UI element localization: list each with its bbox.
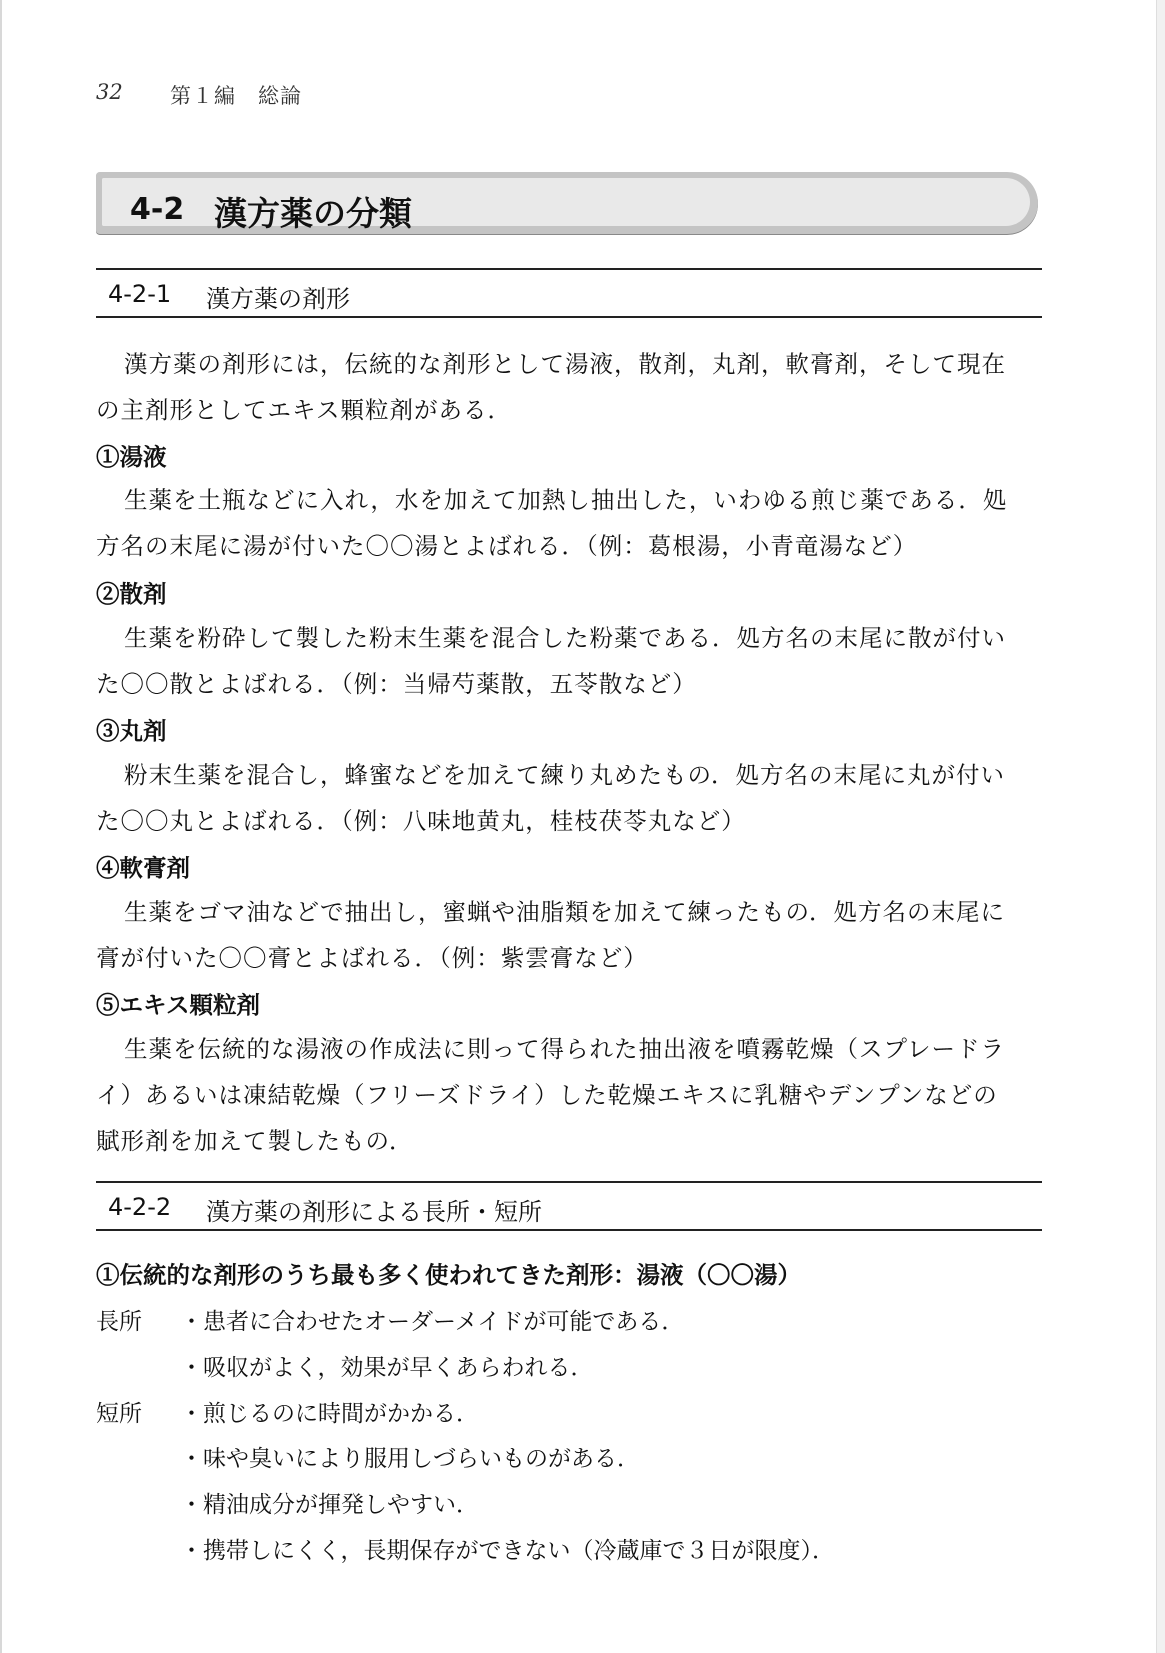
subsection-title: 漢方薬の剤形による長所・短所: [206, 1198, 542, 1226]
pros-cons-heading: ①伝統的な剤形のうち最も多く使われてきた剤形：湯液（〇〇湯）: [96, 1261, 801, 1289]
pros-label: 長所: [96, 1309, 142, 1335]
item-body-line: 膏が付いた〇〇膏とよばれる．（例：紫雲膏など）: [96, 944, 648, 972]
item-heading: ①湯液: [96, 443, 167, 471]
item-body-line: た〇〇散とよばれる．（例：当帰芍薬散，五苓散など）: [96, 670, 697, 698]
subsection-heading-1: [96, 268, 1042, 318]
item-body-line: 生薬を土瓶などに入れ，水を加えて加熱し抽出した，いわゆる煎じ薬である．処: [124, 486, 1008, 514]
subsection-title: 漢方薬の剤形: [206, 285, 350, 313]
item-body-line: 方名の末尾に湯が付いた〇〇湯とよばれる．（例：葛根湯，小青竜湯など）: [96, 532, 918, 560]
cons-item: ・味や臭いにより服用しづらいものがある．: [180, 1446, 640, 1472]
item-body-line: イ）あるいは凍結乾燥（フリーズドライ）した乾燥エキスに乳糖やデンプンなどの: [96, 1081, 998, 1109]
cons-label: 短所: [96, 1401, 142, 1427]
pros-item: ・吸収がよく，効果が早くあらわれる．: [180, 1355, 594, 1381]
section-heading-banner: [96, 172, 1038, 234]
running-title: 第１編 総論: [170, 84, 302, 108]
intro-line: の主剤形としてエキス顆粒剤がある．: [96, 396, 513, 424]
intro-line: 漢方薬の剤形には，伝統的な剤形として湯液，散剤，丸剤，軟膏剤，そして現在: [124, 350, 1006, 378]
cons-item: ・精油成分が揮発しやすい．: [180, 1492, 479, 1518]
item-heading: ④軟膏剤: [96, 854, 190, 882]
item-body-line: 生薬を粉砕して製した粉末生薬を混合した粉薬である．処方名の末尾に散が付い: [124, 624, 1006, 652]
item-heading: ③丸剤: [96, 717, 167, 745]
pros-item: ・患者に合わせたオーダーメイドが可能である．: [180, 1309, 685, 1335]
item-body-line: 賦形剤を加えて製したもの．: [96, 1127, 414, 1155]
scan-edge-right: [1156, 0, 1165, 1653]
section-number: 4-2: [130, 192, 185, 227]
item-body-line: 生薬をゴマ油などで抽出し，蜜蝋や油脂類を加えて練ったもの．処方名の末尾に: [124, 898, 1006, 926]
scan-edge-left: [0, 0, 2, 1653]
item-body-line: 粉末生薬を混合し，蜂蜜などを加えて練り丸めたもの．処方名の末尾に丸が付い: [124, 761, 1006, 789]
item-heading: ⑤エキス顆粒剤: [96, 991, 261, 1019]
item-body-line: 生薬を伝統的な湯液の作成法に則って得られた抽出液を噴霧乾燥（スプレードラ: [124, 1035, 1006, 1063]
cons-item: ・煎じるのに時間がかかる．: [180, 1401, 479, 1427]
page-number: 32: [96, 80, 123, 104]
item-body-line: た〇〇丸とよばれる．（例：八味地黄丸，桂枝茯苓丸など）: [96, 807, 746, 835]
section-title: 漢方薬の分類: [214, 194, 412, 233]
subsection-heading-2: [96, 1181, 1042, 1231]
item-heading: ②散剤: [96, 580, 167, 608]
section-heading-panel: [102, 178, 1030, 233]
subsection-number: 4-2-1: [108, 280, 172, 308]
cons-item: ・携帯しにくく，長期保存ができない（冷蔵庫で３日が限度）．: [180, 1538, 836, 1564]
subsection-number: 4-2-2: [108, 1193, 172, 1221]
